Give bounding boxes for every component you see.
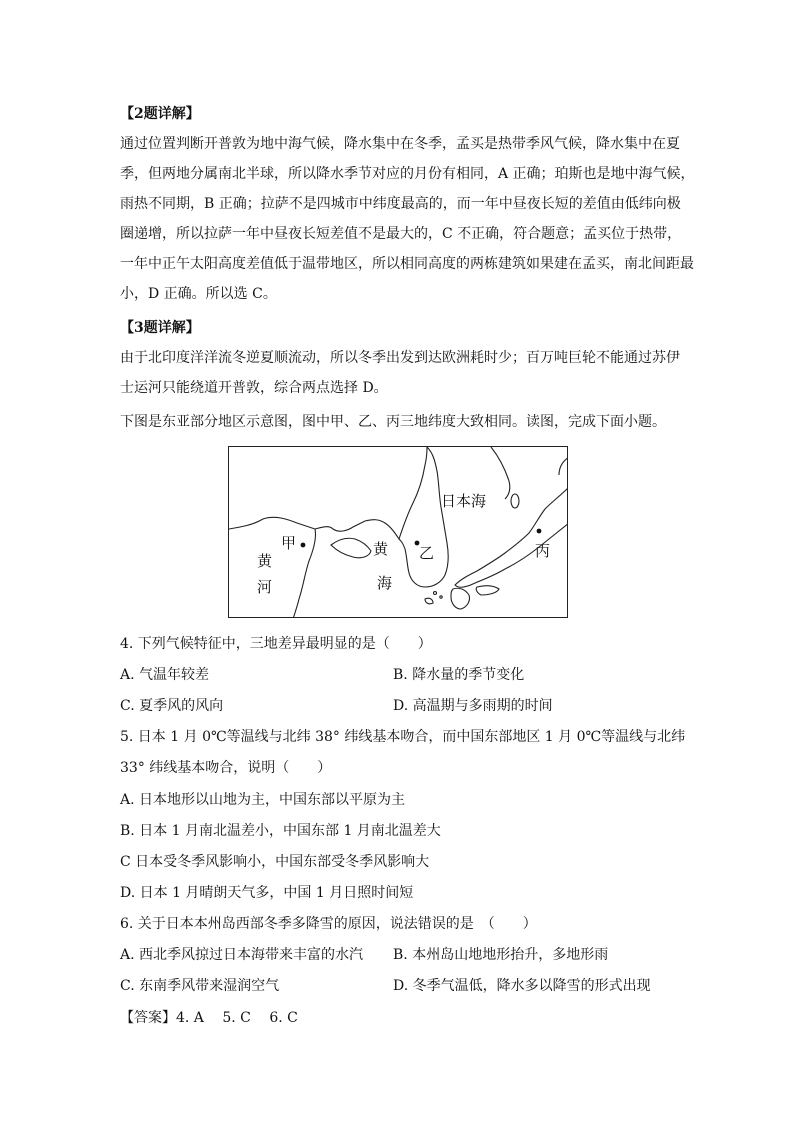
- map-intro: 下图是东亚部分地区示意图，图中甲、乙、丙三地纬度大致相同。读图，完成下面小题。: [120, 414, 666, 430]
- section2-line-6: 小，D 正确。所以选 C。: [120, 286, 277, 302]
- q5-option-a: A. 日本地形以山地为主，中国东部以平原为主: [120, 792, 406, 808]
- jeju-island: [425, 598, 433, 604]
- kyushu-island: [451, 588, 470, 609]
- east-asia-map: [228, 446, 568, 618]
- q5-option-b: B. 日本 1 月南北温差小，中国东部 1 月南北温差大: [120, 823, 441, 839]
- bohai-coast: [315, 521, 365, 531]
- q5-stem-2: 33° 纬线基本吻合，说明（ ）: [120, 760, 332, 776]
- sado-island: [511, 494, 519, 508]
- q4-stem: 4. 下列气候特征中，三地差异最明显的是（ ）: [120, 636, 432, 652]
- islet-2: [440, 596, 442, 598]
- map-drawing: [229, 447, 568, 618]
- korea-west-coast: [365, 447, 427, 539]
- section3-line-2: 士运河只能绕道开普敦，综合两点选择 D。: [120, 380, 388, 396]
- q4-option-d: D. 高温期与多雨期的时间: [393, 698, 553, 714]
- q4-option-a: A. 气温年较差: [120, 667, 210, 683]
- section2-heading: 【2题详解】: [120, 106, 200, 122]
- marker-jia: [301, 543, 306, 548]
- label-huang-river-1: 黄: [257, 552, 273, 570]
- russia-coast: [491, 447, 510, 499]
- q4-option-b: B. 降水量的季节变化: [393, 667, 525, 683]
- shandong-peninsula: [331, 538, 371, 558]
- q5-option-c: C 日本受冬季风影响小，中国东部受冬季风影响大: [120, 854, 430, 870]
- label-jia: 甲: [281, 534, 297, 552]
- label-huang-sea-1: 黄: [373, 540, 389, 558]
- q6-option-c: C. 东南季风带来湿润空气: [120, 978, 280, 994]
- islet-1: [434, 592, 437, 595]
- q4-option-c: C. 夏季风的风向: [120, 698, 224, 714]
- section2-line-1: 通过位置判断开普敦为地中海气候，降水集中在冬季，孟买是热带季风气候，降水集中在夏: [120, 136, 680, 152]
- answer-line: 【答案】4. A 5. C 6. C: [120, 1010, 298, 1026]
- section2-line-5: 一年中正午太阳高度差值低于温带地区，所以相同高度的两栋建筑如果建在孟买，南北间距最: [120, 256, 694, 272]
- marker-bing: [537, 529, 542, 534]
- label-japan-sea: 日本海: [441, 492, 487, 510]
- q6-option-d: D. 冬季气温低，降水多以降雪的形式出现: [393, 978, 651, 994]
- section2-line-3: 雨热不同期，B 正确；拉萨不是四城市中纬度最高的，而一年中昼夜长短的差值由低纬向极: [120, 196, 681, 212]
- hokkaido-coast: [559, 457, 568, 475]
- section2-line-2: 季，但两地分属南北半球，所以降水季节对应的月份有相同，A 正确；珀斯也是地中海气候，: [120, 166, 695, 182]
- q5-stem-1: 5. 日本 1 月 0℃等温线与北纬 38° 纬线基本吻合，而中国东部地区 1 月 0℃等温线与北纬: [120, 729, 686, 745]
- china-coast: [229, 517, 316, 618]
- label-bing: 丙: [535, 542, 551, 560]
- q6-stem: 6. 关于日本本州岛西部冬季多降雪的原因，说法错误的是 （ ）: [120, 916, 537, 932]
- label-huang-sea-2: 海: [377, 574, 393, 592]
- shikoku-island: [476, 586, 499, 595]
- section3-heading: 【3题详解】: [120, 320, 200, 336]
- label-huang-river-2: 河: [257, 578, 273, 596]
- q5-option-d: D. 日本 1 月晴朗天气多，中国 1 月日照时间短: [120, 885, 414, 901]
- section3-line-1: 由于北印度洋洋流冬逆夏顺流动，所以冬季出发到达欧洲耗时少；百万吨巨轮不能通过苏伊: [120, 350, 680, 366]
- q6-option-b: B. 本州岛山地地形抬升，多地形雨: [393, 947, 609, 963]
- q6-option-a: A. 西北季风掠过日本海带来丰富的水汽: [120, 947, 364, 963]
- label-yi: 乙: [419, 544, 435, 562]
- section2-line-4: 圈递增，所以拉萨一年中昼夜长短差值不是最大的，C 不正确，符合题意；孟买位于热带，: [120, 226, 682, 242]
